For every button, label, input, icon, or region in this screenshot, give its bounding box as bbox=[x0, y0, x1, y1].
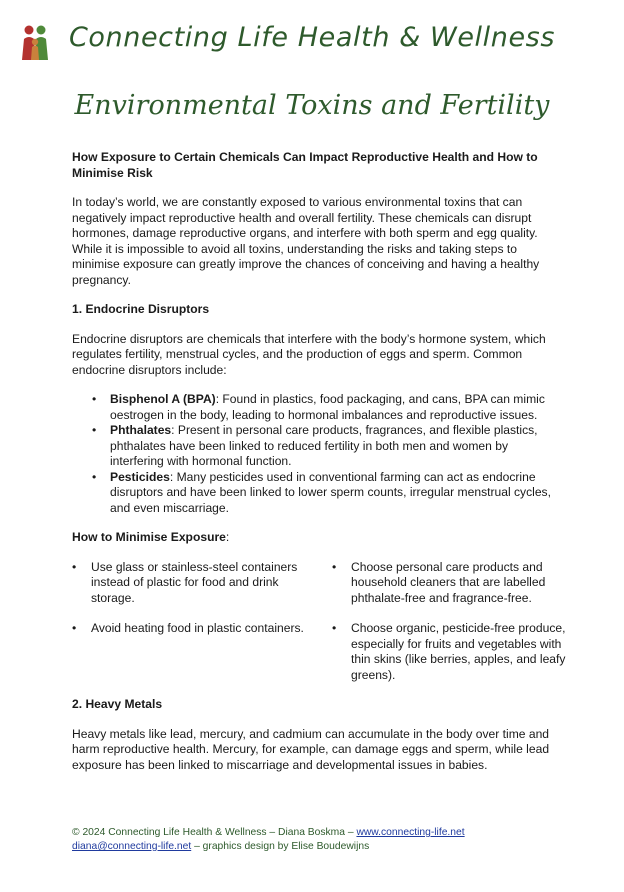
list-item: • Use glass or stainless-steel containers instead of plastic for food and drink storage. bbox=[72, 560, 312, 607]
minimise-heading bbox=[72, 530, 554, 546]
brand-name: Connecting Life Health & Wellness bbox=[68, 22, 556, 53]
list-item-term: Phthalates bbox=[110, 423, 172, 437]
minimise-heading-text: How to Minimise Exposure bbox=[72, 530, 226, 544]
list-item bbox=[110, 392, 554, 423]
document-subtitle: How Exposure to Certain Chemicals Can Impact Reproductive Health and How to Minimise Risk bbox=[72, 150, 538, 180]
list-item-text: : Many pesticides used in conventional farming can act as endocrine disruptors and have been linked to lower sperm counts, irregular menstrual cycles, and even miscarriage. bbox=[110, 469, 551, 515]
section-heading-heavy-metals: 2. Heavy Metals bbox=[72, 697, 163, 711]
list-item-text: : Present in personal care products, fragrances, and flexible plastics, phthalates have been linked to reduced fertility in both men and women by interfering with hormonal function. bbox=[110, 423, 538, 468]
footer-line-2 bbox=[72, 840, 572, 854]
footer-credit: – graphics design by Elise Boudewijns bbox=[191, 841, 370, 852]
email-link[interactable]: diana@connecting-life.net bbox=[72, 841, 192, 852]
minimise-heading-colon: : bbox=[225, 530, 230, 544]
intro-paragraph: In today’s world, we are constantly exposed to various environmental toxins that can negatively impact reproductive health and overall fertility. These chemicals can disrupt hormones, damage reproductive organs, and interfere with both sperm and egg quality. While it is impossible to avoid all toxins, understanding the risks and taking steps to minimise exposure can greatly improve the chances of conceiving and having a healthy pregnancy. bbox=[72, 195, 540, 287]
page-header bbox=[0, 16, 624, 66]
list-item-term: Bisphenol A (BPA) bbox=[110, 392, 216, 406]
minimise-tips bbox=[72, 559, 566, 684]
page-footer bbox=[72, 826, 572, 854]
endocrine-paragraph: Endocrine disruptors are chemicals that interfere with the body’s hormone system, which regulates fertility, menstrual cycles, and the production of eggs and sperm. Common endocrine disruptors include: bbox=[72, 331, 546, 377]
footer-copyright: © 2024 Connecting Life Health & Wellness – Diana Boskma – bbox=[72, 827, 357, 838]
list-item: • Choose personal care products and household cleaners that are labelled phthalate-free and fragrance-free. bbox=[332, 560, 572, 607]
heavy-metals-paragraph: Heavy metals like lead, mercury, and cadmium can accumulate in the body over time and harm reproductive health. Mercury, for example, can damage eggs and sperm, while lead exposure has been linked to miscarriage and developmental issues in babies. bbox=[72, 726, 550, 772]
footer-line-1 bbox=[72, 826, 572, 840]
document-body bbox=[72, 150, 566, 787]
website-link[interactable]: www.connecting-life.net bbox=[356, 827, 465, 838]
page-title: Environmental Toxins and Fertility bbox=[74, 90, 550, 121]
section-heading-endocrine: 1. Endocrine Disruptors bbox=[72, 302, 210, 316]
disruptor-list bbox=[72, 392, 554, 516]
list-item-term: Pesticides bbox=[110, 469, 170, 484]
list-item bbox=[110, 470, 554, 517]
list-item: • Avoid heating food in plastic containers. bbox=[72, 621, 312, 683]
list-item: • Choose organic, pesticide-free produce, especially for fruits and vegetables with thin skins (like berries, apples, and leafy greens). bbox=[332, 621, 572, 683]
list-item bbox=[110, 423, 554, 470]
list-item-text: : Found in plastics, food packaging, and cans, BPA can mimic oestrogen in the body, leading to hormonal imbalances and reproductive issues. bbox=[110, 392, 545, 422]
